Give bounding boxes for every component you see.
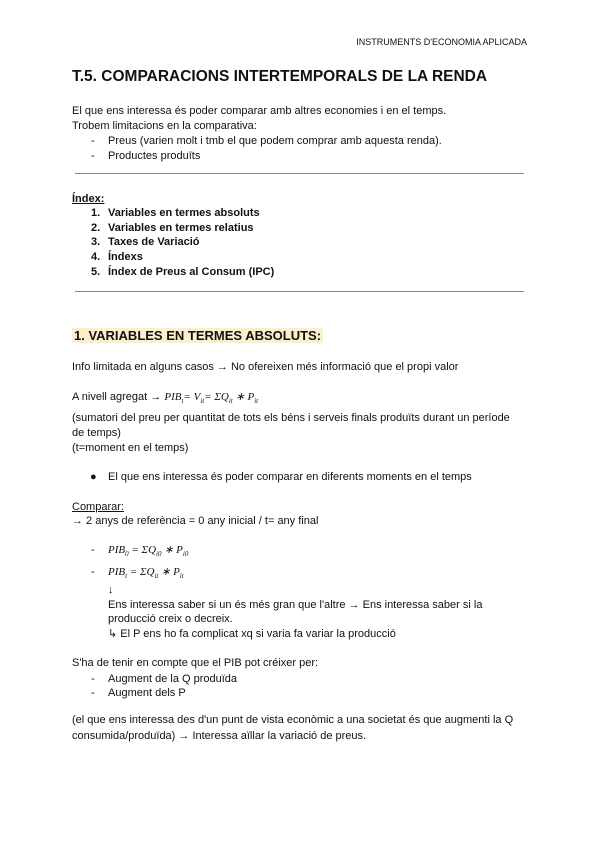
- paragraph: → 2 anys de referència = 0 any inicial / t= any final: [72, 515, 319, 527]
- list-dash: -: [91, 135, 95, 147]
- intro-line: El que ens interessa és poder comparar amb altres economies i en el temps.: [72, 105, 447, 117]
- list-dash: -: [91, 687, 95, 699]
- list-item: Preus (varien molt i tmb el que podem comprar amb aquesta renda).: [108, 135, 442, 147]
- aggregate-formula-line: [72, 390, 258, 409]
- paragraph: ↳ El P ens ho fa complicat xq si varia fa variar la producció: [108, 628, 396, 640]
- down-arrow-icon: ↓: [108, 584, 114, 596]
- index-item: Índex de Preus al Consum (IPC): [108, 266, 275, 278]
- bullet-dot: ●: [90, 471, 97, 483]
- list-dash: -: [91, 544, 95, 556]
- list-item: Productes produïts: [108, 150, 201, 162]
- list-dash: -: [91, 150, 95, 162]
- paragraph: (sumatori del preu per quantitat de tots els béns i serveis finals produïts durant un període: [72, 412, 510, 424]
- list-dash: -: [91, 566, 95, 578]
- paragraph: Info limitada en alguns casos → No ofereixen més informació que el propi valor: [72, 361, 459, 373]
- paragraph: S'ha de tenir en compte que el PIB pot créixer per:: [72, 657, 319, 669]
- index-num: 5.: [91, 266, 101, 278]
- page-title: T.5. COMPARACIONS INTERTEMPORALS DE LA RENDA: [72, 68, 488, 85]
- compare-label: Comparar:: [72, 501, 124, 513]
- intro-line: Trobem limitacions en la comparativa:: [72, 120, 257, 132]
- running-header: INSTRUMENTS D'ECONOMIA APLICADA: [356, 37, 527, 47]
- section-heading: 1. VARIABLES EN TERMES ABSOLUTS:: [74, 328, 322, 343]
- bullet-item: El que ens interessa és poder comparar en diferents moments en el temps: [108, 471, 472, 483]
- index-label: Índex:: [72, 193, 105, 205]
- index-num: 2.: [91, 222, 101, 234]
- paragraph: (el que ens interessa des d'un punt de vista econòmic a una societat és que augmenti la Q: [72, 714, 514, 726]
- formula-prefix: A nivell agregat →: [72, 391, 162, 403]
- paragraph: de temps): [72, 427, 121, 439]
- index-item: Variables en termes absoluts: [108, 207, 260, 219]
- index-item: Taxes de Variació: [108, 236, 200, 248]
- divider: [75, 173, 524, 174]
- paragraph: producció creix o decreix.: [108, 613, 233, 625]
- list-item: Augment dels P: [108, 687, 186, 699]
- paragraph: consumida/produïda) → Interessa aïllar la variació de preus.: [72, 730, 367, 742]
- pib-formula: $PIB_t= V_{it}= \Sigma Q_{it}$ ∗ $P_{it}$: [164, 391, 259, 406]
- index-num: 3.: [91, 236, 101, 248]
- list-dash: -: [91, 673, 95, 685]
- pib0-formula: $PIB_0 = \Sigma Q_{i0}$ ∗ $P_{i0}$: [108, 544, 189, 559]
- paragraph: Ens interessa saber si un és més gran que l'altre → Ens interessa saber si la: [108, 599, 483, 611]
- index-num: 4.: [91, 251, 101, 263]
- index-item: Variables en termes relatius: [108, 222, 254, 234]
- paragraph: (t=moment en el temps): [72, 442, 189, 454]
- index-item: Índexs: [108, 251, 143, 263]
- list-item: Augment de la Q produïda: [108, 673, 238, 685]
- index-num: 1.: [91, 207, 101, 219]
- pibt-formula: $PIB_t = \Sigma Q_{it}$ ∗ $P_{it}$: [108, 566, 184, 581]
- divider: [75, 291, 524, 292]
